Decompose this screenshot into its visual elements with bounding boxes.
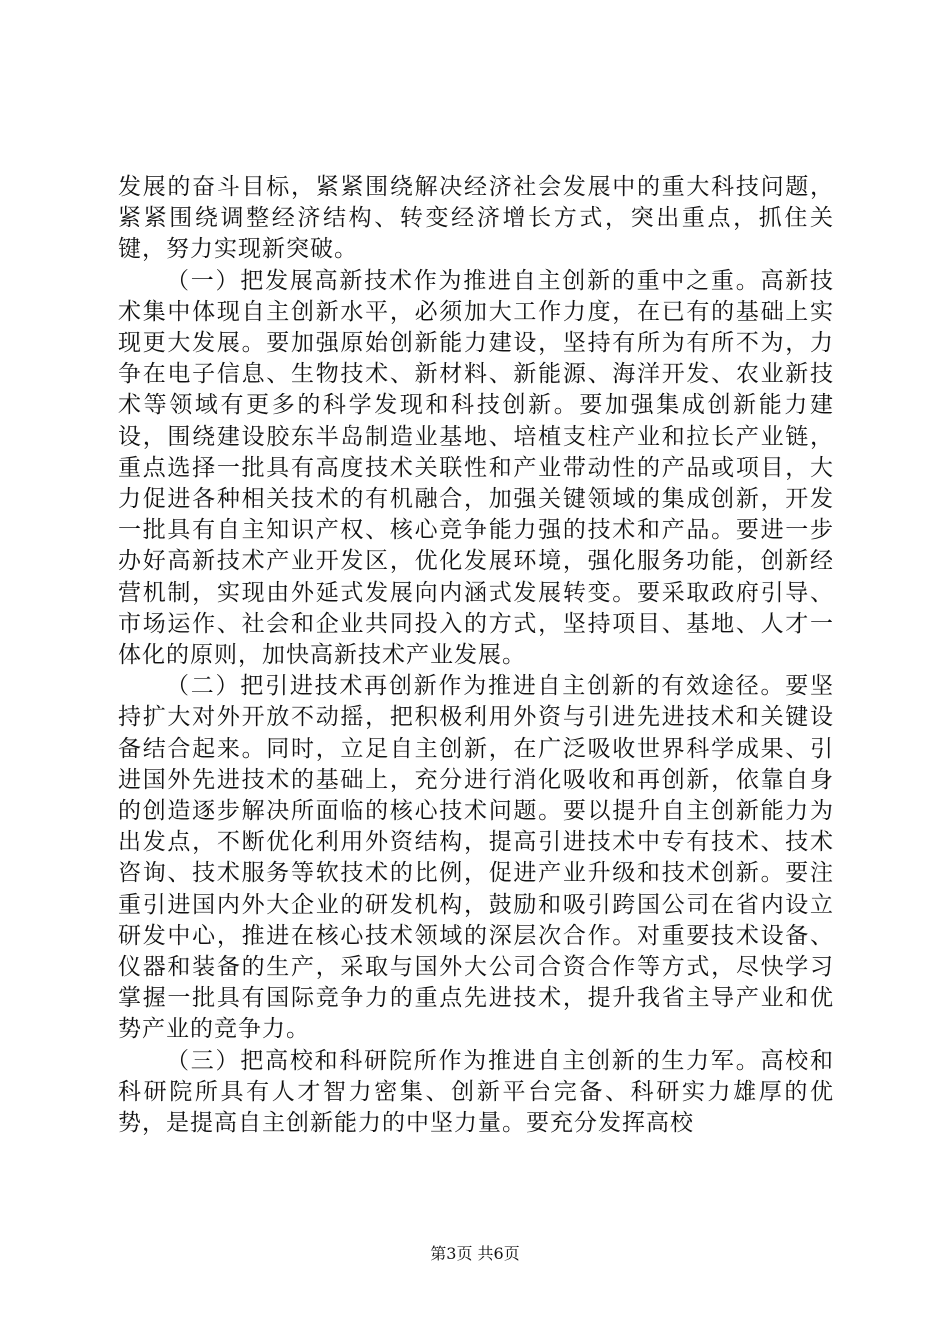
paragraph-continuation: 发展的奋斗目标，紧紧围绕解决经济社会发展中的重大科技问题，紧紧围绕调整经济结构、转变经济增长方式，突出重点，抓住关键，努力实现新突破。 bbox=[118, 174, 834, 263]
body-text bbox=[118, 172, 834, 1139]
paragraph-section-1: （一）把发展高新技术作为推进自主创新的重中之重。高新技术集中体现自主创新水平，必须加大工作力度，在已有的基础上实现更大发展。要加强原始创新能力建设，坚持有所为有所不为，力争在电子信息、生物技术、新材料、新能源、海洋开发、农业新技术等领域有更多的科学发现和科技创新。要加强集成创新能力建设，围绕建设胶东半岛制造业基地、培植支柱产业和拉长产业链，重点选择一批具有高度技术关联性和产业带动性的产品或项目，大力促进各种相关技术的有机融合，加强关键领域的集成创新，开发一批具有自主知识产权、核心竞争能力强的技术和产品。要进一步办好高新技术产业开发区，优化发展环境，强化服务功能，创新经营机制，实现由外延式发展向内涵式发展转变。要采取政府引导、市场运作、社会和企业共同投入的方式，坚持项目、基地、人才一体化的原则，加快高新技术产业发展。 bbox=[118, 267, 834, 669]
paragraph-section-2: （二）把引进技术再创新作为推进自主创新的有效途径。要坚持扩大对外开放不动摇，把积极利用外资与引进先进技术和关键设备结合起来。同时，立足自主创新，在广泛吸收世界科学成果、引进国外先进技术的基础上，充分进行消化吸收和再创新，依靠自身的创造逐步解决所面临的核心技术问题。要以提升自主创新能力为出发点，不断优化利用外资结构，提高引进技术中专有技术、技术咨询、技术服务等软技术的比例，促进产业升级和技术创新。要注重引进国内外大企业的研发机构，鼓励和吸引跨国公司在省内设立研发中心，推进在核心技术领域的深层次合作。对重要技术设备、仪器和装备的生产，采取与国外大公司合资合作等方式，尽快学习掌握一批具有国际竞争力的重点先进技术，提升我省主导产业和优势产业的竞争力。 bbox=[118, 673, 834, 1043]
page-footer: 第3页 共6页 bbox=[430, 1244, 520, 1263]
paragraph-section-3: （三）把高校和科研院所作为推进自主创新的生力军。高校和科研院所具有人才智力密集、创新平台完备、科研实力雄厚的优势，是提高自主创新能力的中坚力量。要充分发挥高校 bbox=[118, 1047, 834, 1137]
